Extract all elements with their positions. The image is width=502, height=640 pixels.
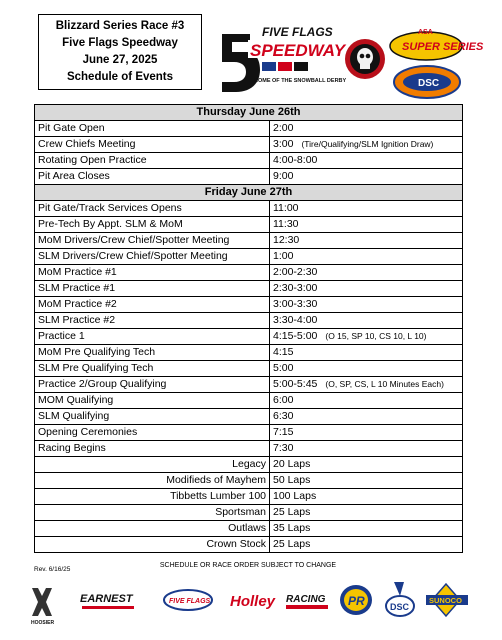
event-time: 6:30 bbox=[273, 410, 294, 422]
race-name: Sportsman bbox=[35, 505, 270, 521]
event-time: 12:30 bbox=[273, 234, 300, 246]
race-laps: 100 Laps bbox=[270, 489, 463, 505]
schedule-row bbox=[35, 345, 463, 361]
event-time: 3:00 bbox=[273, 138, 294, 150]
svg-text:HOME OF THE SNOWBALL DERBY: HOME OF THE SNOWBALL DERBY bbox=[254, 78, 347, 84]
svg-text:Holley: Holley bbox=[230, 593, 276, 610]
event-name: SLM Pre Qualifying Tech bbox=[35, 361, 270, 377]
event-name: Pit Gate/Track Services Opens bbox=[35, 201, 270, 217]
event-time-cell bbox=[270, 441, 463, 457]
schedule-row bbox=[35, 297, 463, 313]
schedule-row bbox=[35, 217, 463, 233]
event-name: SLM Practice #2 bbox=[35, 313, 270, 329]
race-laps: 20 Laps bbox=[270, 457, 463, 473]
event-time-cell bbox=[270, 217, 463, 233]
event-name: Practice 2/Group Qualifying bbox=[35, 377, 270, 393]
event-time: 4:00-8:00 bbox=[273, 154, 318, 166]
series-title: Blizzard Series Race #3 bbox=[55, 20, 185, 32]
race-row bbox=[35, 505, 463, 521]
schedule-table bbox=[34, 104, 463, 553]
event-time: 5:00-5:45 bbox=[273, 378, 318, 390]
svg-text:SPEEDWAY: SPEEDWAY bbox=[250, 41, 346, 60]
race-laps: 35 Laps bbox=[270, 521, 463, 537]
modifieds-of-mayhem-logo bbox=[344, 38, 386, 80]
race-laps: 25 Laps bbox=[270, 505, 463, 521]
event-time-cell bbox=[270, 201, 463, 217]
event-name: MoM Drivers/Crew Chief/Spotter Meeting bbox=[35, 233, 270, 249]
event-time: 11:00 bbox=[273, 202, 299, 214]
event-name: SLM Qualifying bbox=[35, 409, 270, 425]
event-time: 3:00-3:30 bbox=[273, 298, 318, 310]
race-row bbox=[35, 473, 463, 489]
event-time-cell bbox=[270, 313, 463, 329]
schedule-row bbox=[35, 425, 463, 441]
svg-text:ASA: ASA bbox=[418, 29, 433, 36]
event-name: MoM Practice #2 bbox=[35, 297, 270, 313]
schedule-row bbox=[35, 409, 463, 425]
svg-text:HOOSIER: HOOSIER bbox=[31, 620, 55, 626]
event-time-cell bbox=[270, 153, 463, 169]
event-time-cell bbox=[270, 345, 463, 361]
event-time-cell bbox=[270, 393, 463, 409]
earnhardt-logo bbox=[80, 593, 134, 609]
race-name: Outlaws bbox=[35, 521, 270, 537]
event-time-cell bbox=[270, 361, 463, 377]
event-time: 3:30-4:00 bbox=[273, 314, 318, 326]
event-name: MOM Qualifying bbox=[35, 393, 270, 409]
race-name: Legacy bbox=[35, 457, 270, 473]
event-time: 7:15 bbox=[273, 426, 294, 438]
event-time: 7:30 bbox=[273, 442, 294, 454]
schedule-row bbox=[35, 313, 463, 329]
svg-text:SUPER SERIES: SUPER SERIES bbox=[402, 41, 484, 53]
event-time: 9:00 bbox=[273, 170, 294, 182]
event-time-cell bbox=[270, 377, 463, 393]
svg-text:PR: PR bbox=[348, 594, 365, 608]
schedule-row bbox=[35, 249, 463, 265]
race-name: Tibbetts Lumber 100 bbox=[35, 489, 270, 505]
event-time-cell bbox=[270, 425, 463, 441]
schedule-row bbox=[35, 393, 463, 409]
event-name: Pit Area Closes bbox=[35, 169, 270, 185]
schedule-row bbox=[35, 153, 463, 169]
event-note: (Tire/Qualifying/SLM Ignition Draw) bbox=[301, 139, 434, 149]
day-header: Friday June 27th bbox=[35, 185, 463, 201]
race-laps: 50 Laps bbox=[270, 473, 463, 489]
schedule-row bbox=[35, 281, 463, 297]
event-time: 11:30 bbox=[273, 218, 299, 230]
event-time-cell bbox=[270, 329, 463, 345]
day-header-row bbox=[35, 105, 463, 121]
pr-logo bbox=[340, 585, 372, 615]
revision-date: Rev. 6/16/25 bbox=[34, 566, 71, 573]
event-time-cell bbox=[270, 249, 463, 265]
event-note: (O, SP, CS, L 10 Minutes Each) bbox=[325, 379, 444, 389]
event-time-cell bbox=[270, 169, 463, 185]
event-time-cell bbox=[270, 121, 463, 137]
event-time: 4:15 bbox=[273, 346, 294, 358]
event-name: Pre-Tech By Appt. SLM & MoM bbox=[35, 217, 270, 233]
svg-text:EARNEST: EARNEST bbox=[80, 593, 133, 605]
event-name: Practice 1 bbox=[35, 329, 270, 345]
schedule-row bbox=[35, 265, 463, 281]
race-name: Crown Stock bbox=[35, 537, 270, 553]
day-header-row bbox=[35, 185, 463, 201]
hoosier-logo bbox=[31, 588, 54, 626]
event-note: (O 15, SP 10, CS 10, L 10) bbox=[325, 331, 427, 341]
event-date: June 27, 2025 bbox=[82, 54, 158, 66]
svg-text:FIVE FLAGS: FIVE FLAGS bbox=[169, 598, 211, 605]
event-time: 4:15-5:00 bbox=[273, 330, 318, 342]
dsc-small-logo bbox=[386, 582, 414, 616]
schedule-row bbox=[35, 137, 463, 153]
event-name: Pit Gate Open bbox=[35, 121, 270, 137]
holley-logo bbox=[230, 593, 276, 610]
five-flags-small-logo bbox=[164, 590, 212, 610]
day-header: Thursday June 26th bbox=[35, 105, 463, 121]
event-name: SLM Drivers/Crew Chief/Spotter Meeting bbox=[35, 249, 270, 265]
race-name: Modifieds of Mayhem bbox=[35, 473, 270, 489]
event-time-cell bbox=[270, 281, 463, 297]
schedule-row bbox=[35, 121, 463, 137]
event-time: 2:00 bbox=[273, 122, 294, 134]
svg-text:SUNOCO: SUNOCO bbox=[429, 596, 462, 605]
event-name: MoM Practice #1 bbox=[35, 265, 270, 281]
schedule-row bbox=[35, 329, 463, 345]
event-time: 5:00 bbox=[273, 362, 294, 374]
race-row bbox=[35, 521, 463, 537]
race-row bbox=[35, 537, 463, 553]
event-title-box bbox=[38, 14, 202, 90]
svg-text:DSC: DSC bbox=[390, 602, 410, 612]
schedule-row bbox=[35, 361, 463, 377]
race-row bbox=[35, 457, 463, 473]
event-time-cell bbox=[270, 137, 463, 153]
event-time: 2:00-2:30 bbox=[273, 266, 318, 278]
event-time-cell bbox=[270, 265, 463, 281]
event-name: Crew Chiefs Meeting bbox=[35, 137, 270, 153]
event-time: 6:00 bbox=[273, 394, 294, 406]
racing-logo bbox=[286, 594, 328, 609]
super-series-logo bbox=[388, 24, 484, 62]
schedule-row bbox=[35, 377, 463, 393]
event-time-cell bbox=[270, 409, 463, 425]
race-row bbox=[35, 489, 463, 505]
svg-text:DSC: DSC bbox=[418, 78, 440, 89]
event-name: Racing Begins bbox=[35, 441, 270, 457]
event-time: 1:00 bbox=[273, 250, 294, 262]
event-name: Rotating Open Practice bbox=[35, 153, 270, 169]
schedule-row bbox=[35, 441, 463, 457]
event-name: MoM Pre Qualifying Tech bbox=[35, 345, 270, 361]
subject-to-change-note: SCHEDULE OR RACE ORDER SUBJECT TO CHANGE bbox=[159, 562, 337, 569]
event-time-cell bbox=[270, 297, 463, 313]
svg-text:RACING: RACING bbox=[286, 594, 326, 605]
event-name: SLM Practice #1 bbox=[35, 281, 270, 297]
five-flags-speedway-logo bbox=[218, 20, 347, 98]
sunoco-logo bbox=[426, 584, 468, 616]
schedule-row bbox=[35, 233, 463, 249]
sponsor-logos bbox=[28, 578, 474, 628]
schedule-row bbox=[35, 169, 463, 185]
schedule-title: Schedule of Events bbox=[66, 71, 174, 83]
event-time-cell bbox=[270, 233, 463, 249]
event-name: Opening Ceremonies bbox=[35, 425, 270, 441]
venue-title: Five Flags Speedway bbox=[62, 37, 178, 49]
event-time: 2:30-3:00 bbox=[273, 282, 318, 294]
dsc-logo bbox=[392, 64, 462, 100]
schedule-row bbox=[35, 201, 463, 217]
svg-text:FIVE FLAGS: FIVE FLAGS bbox=[262, 25, 333, 39]
race-laps: 25 Laps bbox=[270, 537, 463, 553]
